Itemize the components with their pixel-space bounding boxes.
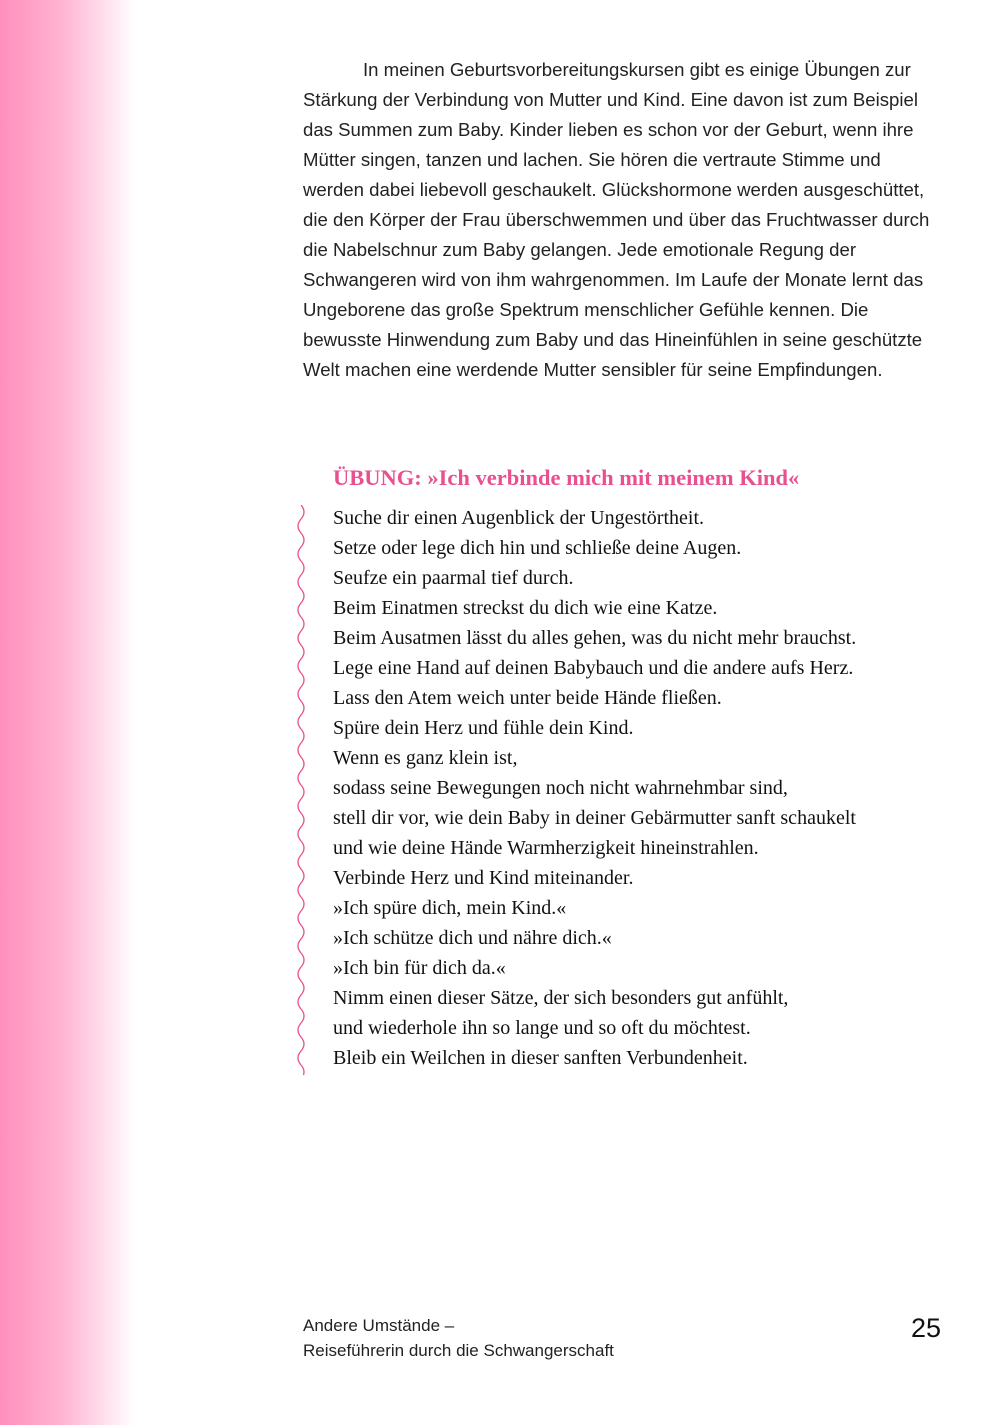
exercise-line: »Ich schütze dich und nähre dich.«	[333, 927, 612, 949]
exercise-line: Verbinde Herz und Kind miteinander.	[333, 867, 634, 889]
exercise-title: ÜBUNG: »Ich verbinde mich mit meinem Kind«	[333, 465, 800, 490]
wavy-line-decoration	[294, 505, 308, 1075]
exercise-line: »Ich bin für dich da.«	[333, 957, 506, 979]
exercise-line: und wie deine Hände Warmherzigkeit hineinstrahlen.	[333, 837, 759, 859]
exercise-line: Spüre dein Herz und fühle dein Kind.	[333, 717, 634, 739]
exercise-line: sodass seine Bewegungen noch nicht wahrnehmbar sind,	[333, 777, 788, 799]
exercise-line: Seufze ein paarmal tief durch.	[333, 567, 574, 589]
exercise-line: Lege eine Hand auf deinen Babybauch und die andere aufs Herz.	[333, 657, 854, 679]
intro-paragraph: In meinen Geburtsvorbereitungskursen gibt es einige Übungen zur Stärkung der Verbindung von Mutter und Kind. Eine davon ist zum Beispiel das Summen zum Baby. Kinder lieben es schon vor der Geburt, wenn ihre Mütter singen, tanzen und lachen. Sie hören die vertraute Stimme und werden dabei liebevoll geschaukelt. Glückshormone werden ausgeschüttet, die den Körper der Frau überschwemmen und über das Fruchtwasser durch die Nabelschnur zum Baby gelangen. Jede emotionale Regung der Schwangeren wird von ihm wahrgenommen. Im Laufe der Monate lernt das Ungeborene das große Spektrum menschlicher Gefühle kennen. Die bewusste Hinwendung zum Baby und das Hineinfühlen in seine geschützte Welt machen eine werdende Mutter sensibler für seine Empfindungen.	[303, 59, 930, 380]
footer-book-title-line: Andere Umstände –	[303, 1316, 455, 1335]
exercise-line: Suche dir einen Augenblick der Ungestörtheit.	[333, 507, 705, 529]
exercise-line: Nimm einen dieser Sätze, der sich besonders gut anfühlt,	[333, 987, 789, 1009]
pink-gradient-side-band	[0, 0, 135, 1425]
footer-book-subtitle-line: Reiseführerin durch die Schwangerschaft	[303, 1341, 614, 1360]
exercise-line: und wiederhole ihn so lange und so oft du möchtest.	[333, 1017, 751, 1039]
exercise-line: Beim Ausatmen lässt du alles gehen, was du nicht mehr brauchst.	[333, 627, 857, 649]
exercise-line: »Ich spüre dich, mein Kind.«	[333, 897, 567, 919]
exercise-line: Bleib ein Weilchen in dieser sanften Verbundenheit.	[333, 1047, 748, 1069]
exercise-line: stell dir vor, wie dein Baby in deiner Gebärmutter sanft schaukelt	[333, 807, 856, 829]
exercise-line: Setze oder lege dich hin und schließe deine Augen.	[333, 537, 742, 559]
page-number: 25	[910, 1313, 941, 1343]
exercise-line: Beim Einatmen streckst du dich wie eine Katze.	[333, 597, 718, 619]
exercise-line: Lass den Atem weich unter beide Hände fließen.	[333, 687, 722, 709]
exercise-line: Wenn es ganz klein ist,	[333, 747, 518, 769]
footer-book-title	[303, 1313, 803, 1363]
exercise-instructions	[333, 503, 953, 1073]
